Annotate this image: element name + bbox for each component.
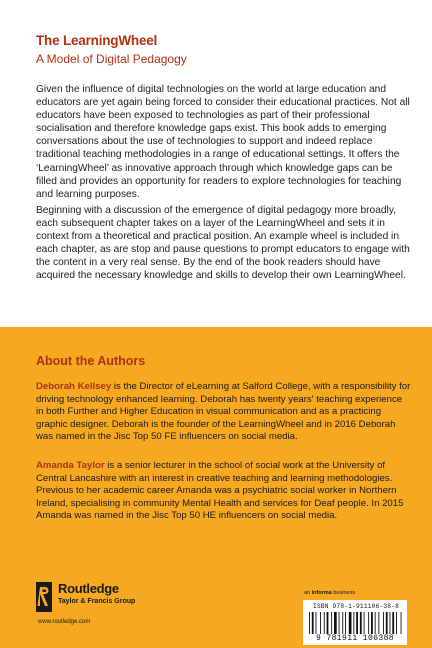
author-bio-text-2: is a senior lecturer in the school of social work at the University of Central Lancashire with an interest in creative teaching and learning methodologies. Previous to her academic career Amanda was a psychiatric social worker in Northern Ireland, specialising in community Mental Health and services for Deaf people. In 2015 Amanda was named in the Jisc Top 50 HE influencers on social media. [36,460,404,522]
isbn-barcode [303,600,407,645]
informa-suffix: business [331,590,356,596]
author-name-1: Deborah Kellsey [36,381,112,392]
routledge-r-logo-icon [36,582,52,612]
blurb-paragraph-2: Beginning with a discussion of the emergence of digital pedagogy more broadly, each subsequent chapter takes on a layer of the LearningWheel and sets it in context from a theoretical and practical position. An example wheel is included in each chapter, as are stop and pause questions to prompt educators to engage with the content in a very real sense. By the end of the book readers should have acquired the necessary knowledge and skills to develop their own LearningWheel. [36,205,410,282]
blurb-paragraph-1: Given the influence of digital technologies on the world at large education and educators are yet again being forced to consider their educational practices. Not all educators have been exposed to technologies as part of their professional socialisation and therefore knowledge gaps exist. This book adds to emerging conversations about the use of technologies to support and indeed replace traditional teaching methodologies in a range of educational settings. It offers the ‘LearningWheel’ as innovative approach through which knowledge gaps can be filled and provides an opportunity for readers to explore technologies for teaching and learning purposes. [36,84,410,200]
about-authors-heading: About the Authors [36,354,146,368]
about-authors-panel [0,327,432,648]
author-bio-2 [36,460,412,523]
author-name-2: Amanda Taylor [36,460,105,471]
informa-prefix: an [304,590,312,596]
publisher-group: Taylor & Francis Group [58,598,136,605]
publisher-name: Routledge [58,581,119,596]
barcode-digits: 9 781911 106388 [315,634,394,643]
informa-brand: informa [311,590,332,596]
isbn-number: ISBN 978-1-911106-38-8 [312,603,400,610]
author-bio-text-1: is the Director of eLearning at Salford College, with a responsibility for driving technology enhanced learning. Deborah has twenty years' teaching experience in both Further and Higher Education in visual communication and as a practicing graphic designer. Deborah is the founder of the LearningWheel and in 2016 Deborah was named in the Jisc Top 50 FE influencers on social media. [36,381,411,443]
publisher-url: www.routledge.com [38,619,91,625]
book-subtitle: A Model of Digital Pedagogy [36,52,187,66]
book-title: The LearningWheel [36,33,158,48]
publisher-block [36,580,176,630]
informa-business-label [304,590,355,596]
author-bio-1 [36,381,412,444]
barcode-bars [309,612,403,634]
